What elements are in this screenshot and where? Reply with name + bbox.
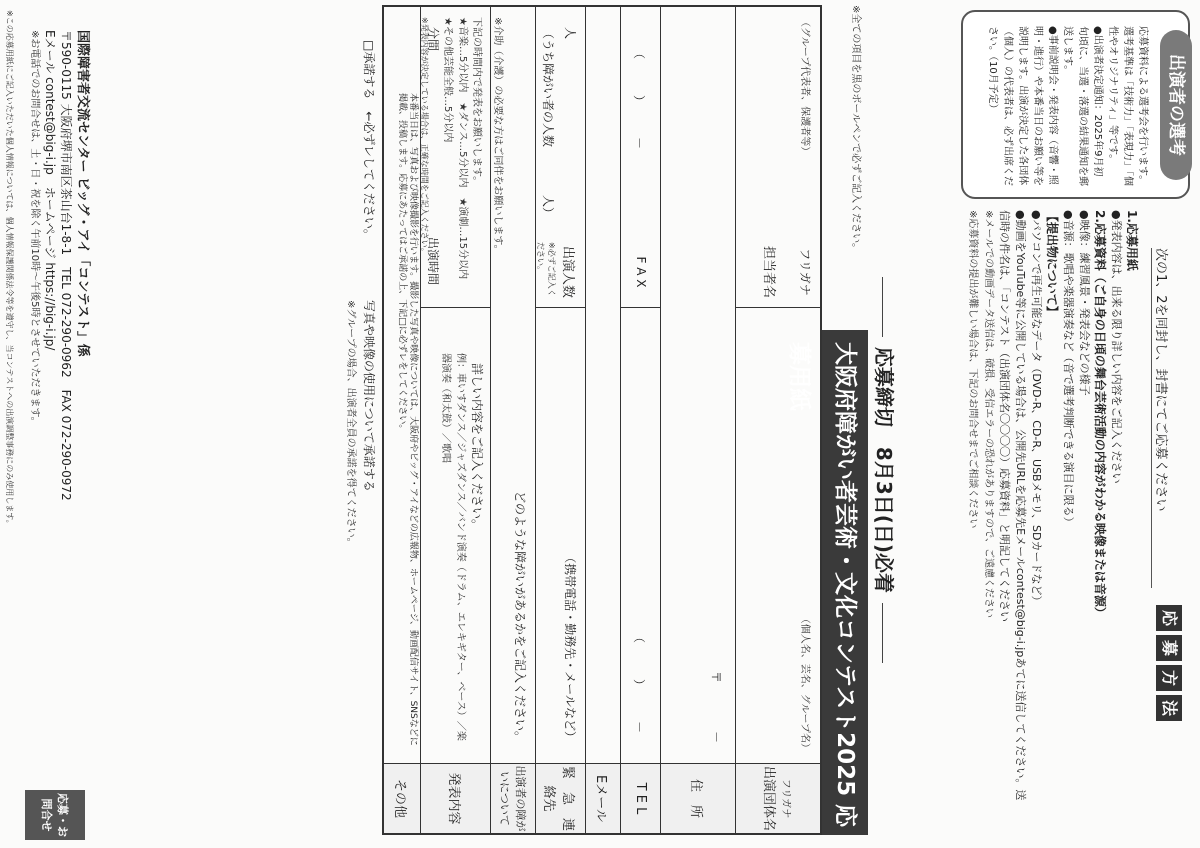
contact-badge: 応募・お問合せ — [25, 790, 85, 840]
divider — [736, 307, 820, 308]
deadline — [871, 260, 900, 680]
address-label: 住 所 — [661, 763, 735, 833]
form-row-address — [660, 7, 735, 833]
method-badge-char: 方 — [1156, 665, 1182, 691]
content-example: 例：車いすダンス／ジャズダンス／バンド演奏（ドラム、エレキギター、ベース）／楽器演奏（和太鼓）／歌唱 — [440, 353, 466, 741]
address-field[interactable] — [665, 93, 705, 753]
application-form — [382, 5, 822, 835]
time-limits: ★音楽…5分以内 ★ダンス…5分以内 ★演劇…15分以内 ★その他芸能全般…5分以内 — [442, 17, 468, 290]
selection-line: 応募資料による選考会を行います。 — [1137, 26, 1148, 186]
postal-mark: 〒 － — [709, 670, 723, 743]
form-row-other — [384, 7, 420, 833]
rep-label: 担当者名 — [761, 245, 776, 298]
performers-unit: 人 — [563, 27, 577, 40]
furigana-label: フリガナ — [780, 778, 791, 819]
consent-checkbox[interactable]: □承諾する ←必ずレしてください。 — [362, 40, 376, 241]
method-item: ※応募資料の提出が難しい場合は、下記のお問合せまでご相談ください — [967, 210, 978, 529]
other-label: その他 — [384, 763, 420, 833]
divider — [621, 307, 660, 308]
divider — [1151, 248, 1152, 588]
group-name-title: 出演団体名 — [761, 765, 776, 831]
method-item: 1.応募用紙 — [1125, 210, 1139, 271]
divider — [421, 307, 490, 308]
group-name-hint: （個人名、芸名、グループ名） — [799, 613, 810, 753]
rep-hint: （グループ代表者、保護者等） — [799, 17, 810, 157]
selection-box — [961, 10, 1190, 199]
selection-line: ●出演者決定通知：2025年9月初旬頃に、当選・落選の結果通知を郵送します。 — [1062, 26, 1103, 186]
method-badge — [1156, 605, 1182, 721]
divider — [536, 307, 585, 308]
disability-label: 出演者の障がいについて — [491, 763, 535, 833]
time-label: 出演時間 — [426, 237, 440, 286]
form-row-disability — [490, 7, 535, 833]
method-item: ●発表内容は、出来る限り詳しい内容をご記入ください — [1110, 210, 1123, 484]
method-item: ●映像：練習風景・発表会などの様子 — [1078, 210, 1091, 396]
content-label: 発表内容 — [421, 763, 490, 833]
time-note: 下記の時間内で発表をお願いします。 — [471, 17, 482, 187]
method-instruction: 次の1、2を同封し、封書にてご応募ください — [1153, 248, 1168, 512]
group-name-label — [736, 763, 820, 833]
disabled-count: （うち障がい者の人数 人） — [541, 27, 555, 220]
form-note: ※全ての項目を黒のボールペンで必ずご記入ください。 — [850, 5, 861, 254]
performers-hint: ※必ずご記入ください。 — [536, 242, 556, 297]
rep-furigana: フリガナ — [798, 248, 812, 296]
fax-label: F A X — [634, 256, 648, 288]
selection-line: 選考基準は「技術力」「表現力」「個性やオリジナリティ」等です。 — [1107, 26, 1133, 186]
method-badge-char: 応 — [1156, 605, 1182, 631]
contact-address: 〒590-0115 大阪府堺市南区茶山台1-8-1 TEL 072-290-0962 FAX 072-290-0972 — [59, 30, 73, 501]
form-title: 大阪府障がい者芸術・文化コンテスト2025 応募用紙 — [822, 330, 868, 835]
method-item: ●動画をYouTube等に公開している場合は、公開先URLを応募先Eメールcontest@big-i.jpあてに送信してください。送信時の件名は、「コンテスト（出演団体名〇〇〇〇）応募資料」と明記してください — [998, 210, 1027, 801]
form-row-tel — [620, 7, 660, 833]
contact-hours: ※お電話でのお問合せは、土・日・祝を除く午前10時〜午後5時とさせていただきます。 — [29, 30, 40, 427]
tel-field[interactable]: （ ） － — [632, 630, 646, 733]
other-text: 本番当日は、写真および映像撮影を行います。撮影した写真や映像については、大阪府やビッグ・アイなどの広報物、ホームページ、動画配信サイト、SNSなどに掲載、投稿します。応募にあたってはご承諾の上、下記□に必ずレをしてください。 — [397, 93, 418, 746]
fax-field[interactable]: （ ） － — [632, 47, 646, 150]
content-hint: 詳しい内容をご記入ください。 — [470, 363, 484, 532]
contact-email: Eメール contest@big-i.jp ホームページ https://big-i.jp/ — [43, 30, 57, 351]
consent-text: 写真や映像の使用について承諾する — [362, 300, 376, 492]
method-list — [964, 210, 1140, 810]
tel-label: T E L — [621, 763, 660, 833]
emergency-label: 緊 急 連絡先 — [536, 763, 585, 833]
method-item: ●音源：歌唱や楽器演奏など（音で選考判断できる演目に限る） — [1062, 210, 1075, 528]
form-row-emergency — [535, 7, 585, 833]
method-item: ※メールでの動画データ送信は、破損、受信エラーの恐れがありますので、ご遠慮ください — [983, 210, 994, 618]
divider — [882, 277, 883, 337]
form-row-name — [735, 7, 820, 833]
contact-org: 国際障害者交流センター ビッグ・アイ「コンテスト」係 — [75, 30, 90, 357]
emergency-hint: （携帯電話・勤務先・メールなど） — [563, 551, 577, 743]
method-item: 2.応募資料（ご自身の日頃の舞台芸術活動の内容がわかる映像または音源） — [1093, 210, 1107, 619]
selection-title: 出演者の選考 — [1160, 30, 1192, 180]
selection-line: ●事前説明会・発表内容（音響・照明・進行）や本番当日のお願い等を説明します。出演が決定した各団体（個人）の代表者は、必ず出席ください。（10月予定） — [987, 26, 1058, 186]
method-item: 【提出物について】 — [1045, 210, 1059, 318]
method-item: ●パソコンで再生可能なデータ（DVD-R、CD-R、USBメモリ、SDカードなど） — [1030, 210, 1043, 607]
disability-note: ※介助（介護）の必要な方はご同伴をお願いします。 — [492, 17, 503, 255]
method-badge-char: 募 — [1156, 635, 1182, 661]
selection-body — [985, 26, 1150, 186]
group-name-field[interactable] — [739, 383, 794, 753]
form-row-content — [420, 7, 490, 833]
footer-note: ※この応募用紙にご記入いただいた個人情報については、個人情報保護関係法令等を遵守し、当コンテストへの出演調整事務にのみ使用します。 — [5, 10, 14, 528]
rep-name-field[interactable] — [739, 17, 794, 232]
email-label: Eメール — [586, 763, 620, 833]
form-row-email — [585, 7, 620, 833]
divider — [882, 603, 883, 663]
group-consent-note: ※グループの場合、出演者全員の承諾を得てください。 — [345, 300, 356, 548]
time-note2: ※発表内容が決定している場合は、正確な時間をご記入ください。 — [420, 17, 429, 256]
time-unit: 分間 — [426, 27, 440, 52]
contact-info — [26, 30, 90, 780]
deadline-text: 応募締切 8月3日(日)必着 — [872, 346, 896, 594]
disability-hint: どのような障がいがあるかをご記入ください。 — [513, 490, 527, 743]
method-badge-char: 法 — [1156, 695, 1182, 721]
email-field[interactable] — [590, 93, 616, 753]
performers-label: 出演人数 — [560, 245, 575, 298]
